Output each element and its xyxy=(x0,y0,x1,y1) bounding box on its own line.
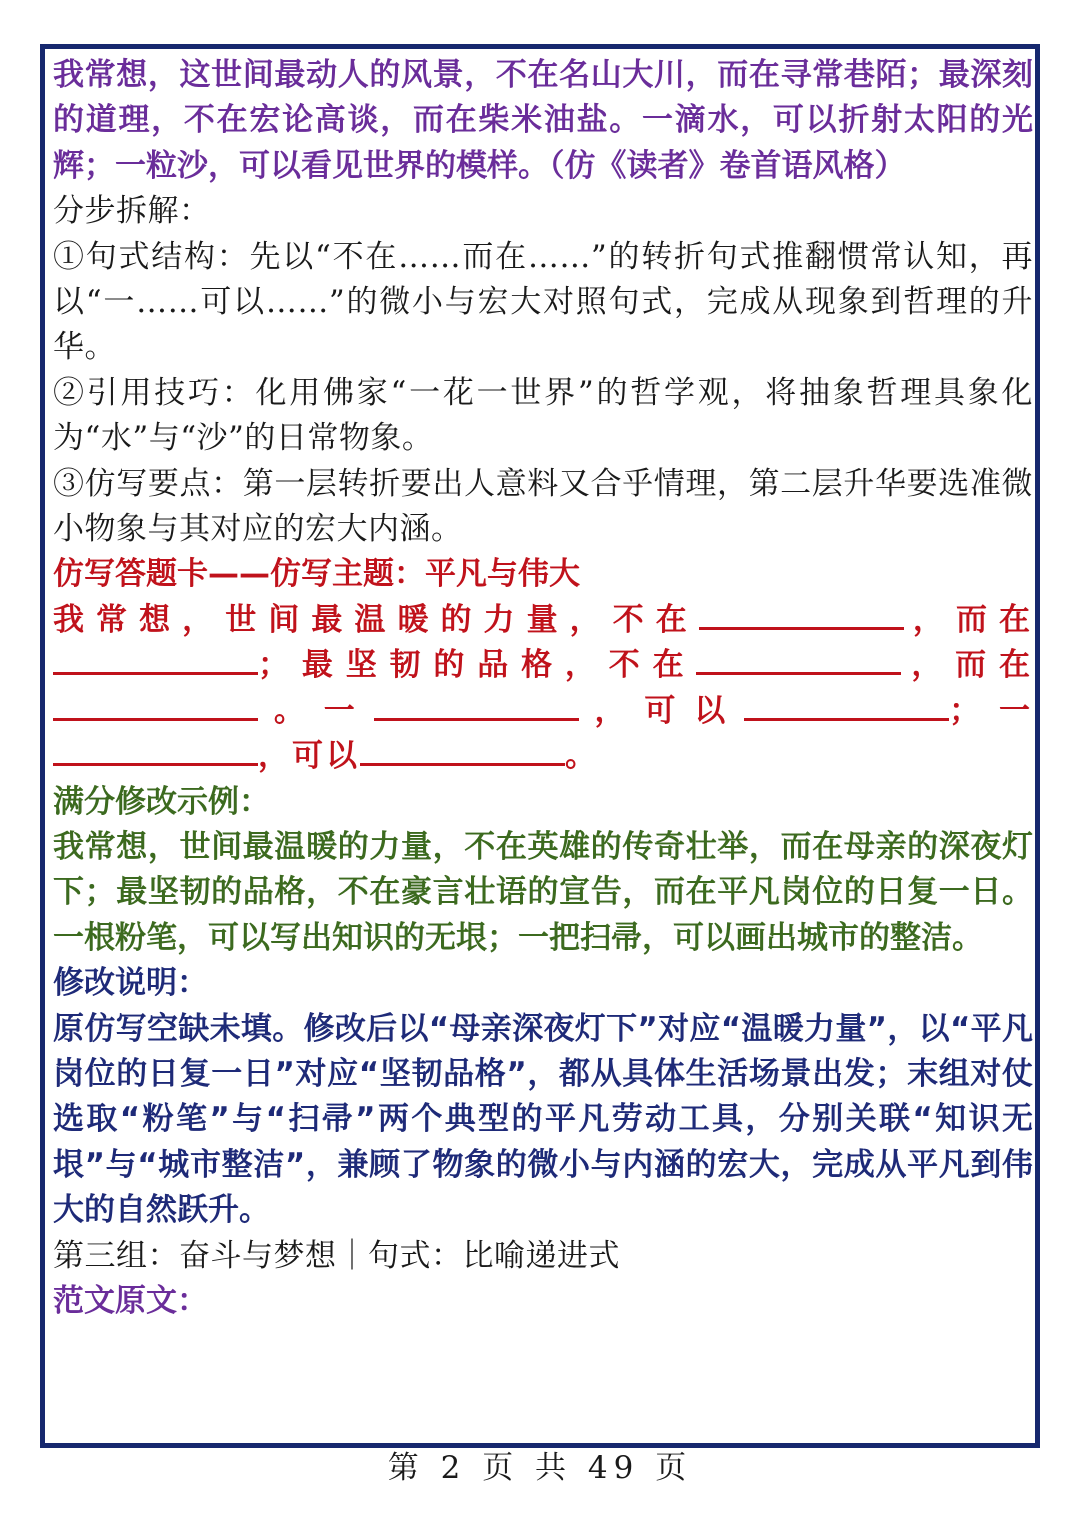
explanation-paragraph: 原仿写空缺未填。修改后以“母亲深夜灯下”对应“温暖力量”，以“平凡岗位的日复一日”对应“坚韧品格”，都从具体生活场景出发；末组对仗选取“粉笔”与“扫帚”两个典型的平凡劳动工具，分别关联“知识无垠”与“城市整洁”，兼顾了物象的微小与内涵的宏大，完成从平凡到伟大的自然跃升。 xyxy=(53,1010,1033,1229)
intro-paragraph: 我常想，这世间最动人的风景，不在名山大川，而在寻常巷陌；最深刻的道理，不在宏论高谈，而在柴米油盐。一滴水，可以折射太阳的光辉；一粒沙，可以看见世界的模样。（仿《读者》卷首语风格） xyxy=(53,57,1033,184)
page-content xyxy=(53,53,1033,1324)
answer-blank-2[interactable] xyxy=(53,644,258,675)
card-text-9: 。 xyxy=(565,738,599,775)
card-text-1: 我常想，世间最温暖的力量，不在 xyxy=(53,601,699,638)
original-text-label: 范文原文： xyxy=(53,1282,208,1319)
card-text-5: 。一 xyxy=(258,692,374,729)
answer-blank-3[interactable] xyxy=(696,644,901,675)
card-text-8: ，可以 xyxy=(258,738,360,775)
analysis-step-3: ③仿写要点：第一层转折要出人意料又合乎情理，第二层升华要选准微小物象与其对应的宏大内涵。 xyxy=(53,465,1033,548)
card-text-2: ，而在 xyxy=(903,601,1034,638)
page-number-footer: 第 2 页 共 49 页 xyxy=(387,1450,693,1486)
card-text-7: ；一 xyxy=(949,692,1033,729)
answer-card-title: 仿写答题卡——仿写主题：平凡与伟大 xyxy=(53,556,580,593)
card-text-4: ，而在 xyxy=(901,647,1034,684)
answer-card-fill-in xyxy=(53,598,1033,780)
answer-blank-8[interactable] xyxy=(360,735,565,766)
answer-blank-4[interactable] xyxy=(53,690,258,721)
analysis-step-1: ①句式结构：先以“不在……而在……”的转折句式推翻惯常认知，再以“一……可以……”的微小与宏大对照句式，完成从现象到哲理的升华。 xyxy=(53,238,1033,366)
next-group-title: 第三组：奋斗与梦想｜句式：比喻递进式 xyxy=(53,1237,620,1274)
answer-blank-7[interactable] xyxy=(53,735,258,766)
card-text-6: ，可以 xyxy=(578,692,745,729)
answer-blank-1[interactable] xyxy=(699,599,904,630)
analysis-step-2: ②引用技巧：化用佛家“一花一世界”的哲学观，将抽象哲理具象化为“水”与“沙”的日常物象。 xyxy=(53,374,1033,457)
explanation-heading: 修改说明： xyxy=(53,965,208,1002)
answer-blank-5[interactable] xyxy=(374,690,579,721)
example-paragraph: 我常想，世间最温暖的力量，不在英雄的传奇壮举，而在母亲的深夜灯下；最坚韧的品格，不在豪言壮语的宣告，而在平凡岗位的日复一日。一根粉笔，可以写出知识的无垠；一把扫帚，可以画出城市的整洁。 xyxy=(53,828,1033,956)
card-text-3: ；最坚韧的品格，不在 xyxy=(258,647,697,684)
answer-blank-6[interactable] xyxy=(744,690,949,721)
example-heading: 满分修改示例： xyxy=(53,783,270,820)
analysis-heading: 分步拆解： xyxy=(53,193,211,230)
